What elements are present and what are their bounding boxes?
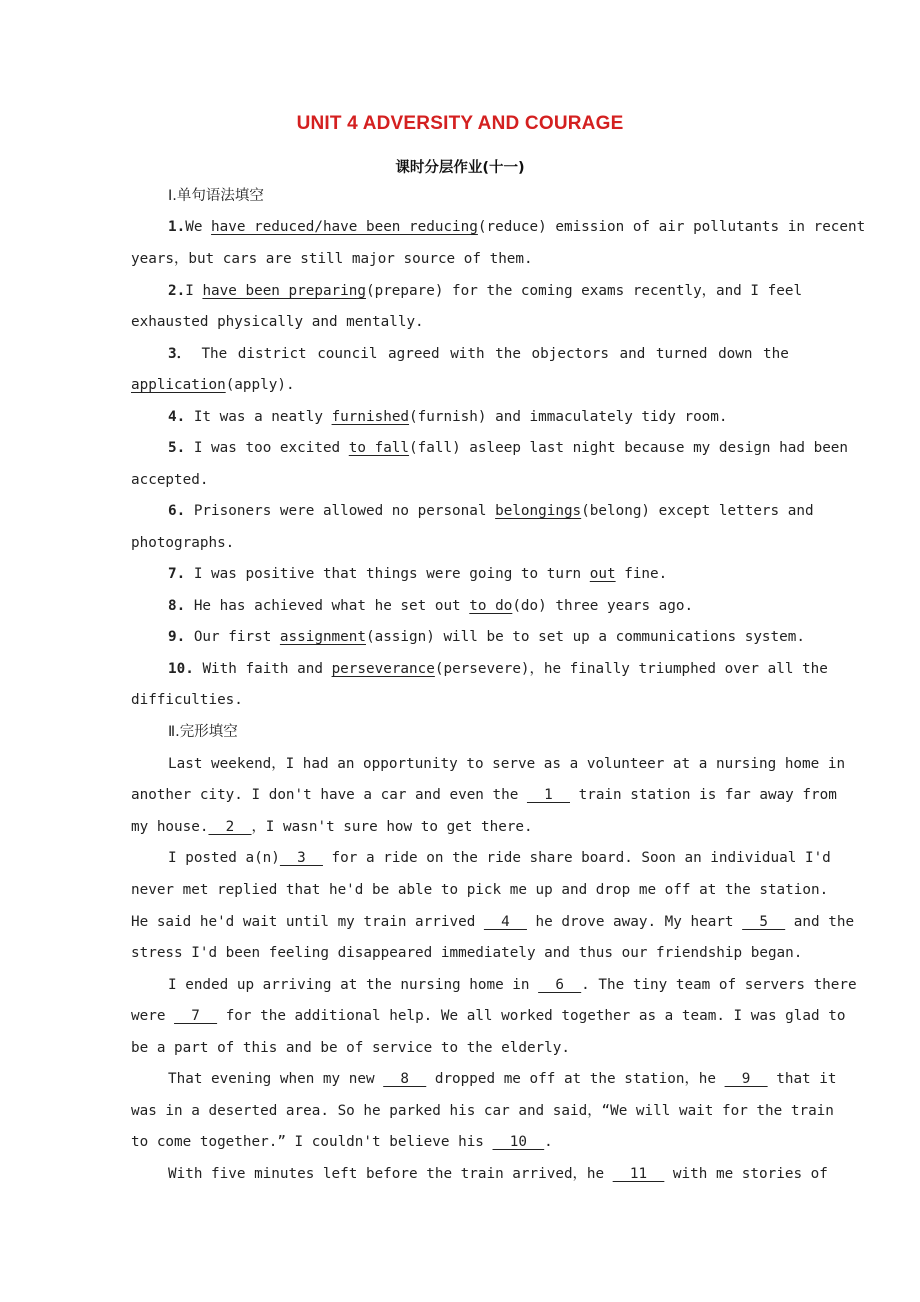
question-3: 3． The district council agreed with the objectors and turned down the — [168, 342, 789, 366]
question-2: 2.I have been preparing(prepare) for the coming exams recently，and I feel — [168, 283, 803, 299]
answer: assignment — [279, 629, 366, 645]
answer: have reduced/have been reducing — [211, 219, 478, 235]
cloze-blank-2: 2 — [208, 819, 252, 835]
question-5: 5. I was too excited to fall(fall) asleep last night because my design had been — [168, 440, 849, 456]
cloze-blank-9: 9 — [724, 1071, 768, 1087]
passage-line: never met replied that he'd be able to pick me up and drop me off at the station. — [131, 882, 829, 898]
passage-line: He said he'd wait until my train arrived 4 he drove away. My heart 5 and the — [131, 914, 855, 930]
section-1-heading: Ⅰ.单句语法填空 — [168, 188, 264, 204]
question-6-continued: photographs. — [131, 535, 235, 551]
question-number: 10. — [168, 661, 194, 677]
answer: have been preparing — [202, 283, 366, 299]
question-number: 4. — [168, 409, 186, 425]
passage-line: I ended up arriving at the nursing home in 6 . The tiny team of servers there — [168, 977, 857, 993]
answer: application — [131, 377, 226, 393]
question-7: 7. I was positive that things were going to turn out fine. — [168, 566, 668, 582]
cloze-blank-10: 10 — [492, 1134, 545, 1150]
question-4: 4. It was a neatly furnished(furnish) and immaculately tidy room. — [168, 409, 728, 425]
question-number: 6. — [168, 503, 186, 519]
question-5-continued: accepted. — [131, 472, 209, 488]
question-8: 8. He has achieved what he set out to do(do) three years ago. — [168, 598, 694, 614]
answer: to do — [469, 598, 513, 614]
cloze-blank-11: 11 — [612, 1166, 665, 1182]
cloze-blank-5: 5 — [742, 914, 786, 930]
question-number: 3． — [168, 346, 191, 362]
passage-line: That evening when my new 8 dropped me off at the station，he 9 that it — [168, 1071, 837, 1087]
question-1-continued: years，but cars are still major source of them. — [131, 251, 533, 267]
cloze-blank-1: 1 — [526, 787, 570, 803]
question-9: 9. Our first assignment(assign) will be to set up a communications system. — [168, 629, 805, 645]
cloze-blank-4: 4 — [483, 914, 527, 930]
section-2-heading: Ⅱ.完形填空 — [168, 724, 238, 740]
question-number: 8. — [168, 598, 186, 614]
answer: furnished — [331, 409, 410, 425]
passage-line: to come together.” I couldn't believe his 10 . — [131, 1134, 553, 1150]
question-1: 1.We have reduced/have been reducing(reduce) emission of air pollutants in recent — [168, 219, 866, 235]
question-10: 10. With faith and perseverance(persevere)，he finally triumphed over all the — [168, 661, 828, 677]
passage-line: With five minutes left before the train arrived，he 11 with me stories of — [168, 1166, 828, 1182]
question-2-continued: exhausted physically and mentally. — [131, 314, 424, 330]
unit-title: UNIT 4 ADVERSITY AND COURAGE — [296, 113, 624, 134]
cloze-blank-3: 3 — [279, 850, 323, 866]
question-6: 6. Prisoners were allowed no personal belongings(belong) except letters and — [168, 503, 814, 519]
passage-line: were 7 for the additional help. We all worked together as a team. I was glad to — [131, 1008, 846, 1024]
answer: belongings — [495, 503, 582, 519]
answer: perseverance — [331, 661, 435, 677]
homework-subtitle: 课时分层作业(十一) — [395, 160, 525, 176]
passage-line: I posted a(n) 3 for a ride on the ride share board. Soon an individual I'd — [168, 850, 831, 866]
cloze-blank-7: 7 — [174, 1008, 218, 1024]
passage-line: be a part of this and be of service to the elderly. — [131, 1040, 570, 1056]
question-number: 2. — [168, 283, 186, 299]
question-3-continued: application(apply). — [131, 377, 295, 393]
passage-line: Last weekend，I had an opportunity to serve as a volunteer at a nursing home in — [168, 756, 846, 772]
question-number: 1. — [168, 219, 186, 235]
passage-line: my house. 2 ，I wasn't sure how to get there. — [131, 819, 533, 835]
answer: to fall — [348, 440, 410, 456]
question-number: 9. — [168, 629, 186, 645]
question-number: 7. — [168, 566, 186, 582]
answer: out — [589, 566, 616, 582]
passage-line: another city. I don't have a car and even the 1 train station is far away from — [131, 787, 837, 803]
passage-line: stress I'd been feeling disappeared immediately and thus our friendship began. — [131, 945, 803, 961]
passage-line: was in a deserted area. So he parked his car and said，“We will wait for the train — [131, 1103, 834, 1119]
question-number: 5. — [168, 440, 186, 456]
cloze-blank-8: 8 — [383, 1071, 427, 1087]
cloze-blank-6: 6 — [538, 977, 582, 993]
question-10-continued: difficulties. — [131, 692, 243, 708]
